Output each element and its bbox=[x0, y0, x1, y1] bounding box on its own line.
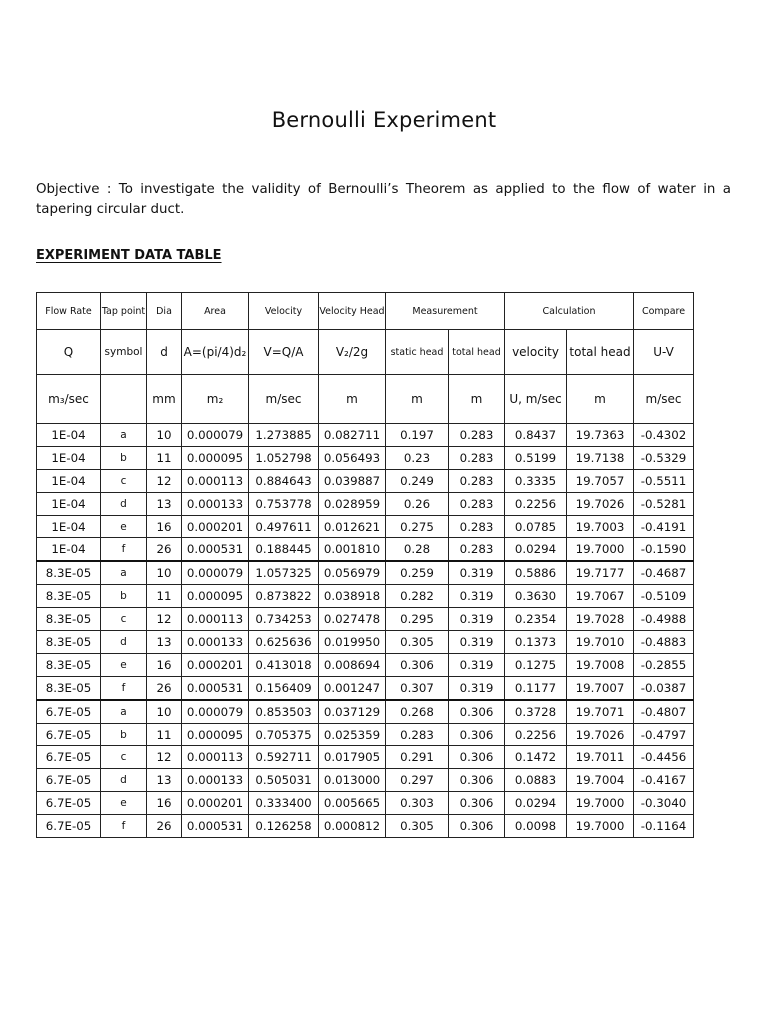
table-row bbox=[37, 446, 694, 469]
cell-tap-symbol: e bbox=[101, 653, 147, 676]
cell-area: 0.000079 bbox=[182, 424, 249, 447]
header-calc-velocity: velocity bbox=[505, 330, 567, 375]
cell-flow-rate: 1E-04 bbox=[37, 515, 101, 538]
cell-velocity: 0.497611 bbox=[249, 515, 319, 538]
cell-tap-symbol: a bbox=[101, 700, 147, 723]
cell-area: 0.000113 bbox=[182, 608, 249, 631]
cell-dia: 16 bbox=[147, 653, 182, 676]
cell-flow-rate: 6.7E-05 bbox=[37, 700, 101, 723]
table-row bbox=[37, 769, 694, 792]
cell-velocity: 0.873822 bbox=[249, 585, 319, 608]
header-flow-rate: Flow Rate bbox=[37, 293, 101, 330]
cell-velocity: 1.273885 bbox=[249, 424, 319, 447]
table-row bbox=[37, 723, 694, 746]
unit-total-head: m bbox=[449, 375, 505, 424]
cell-tap-symbol: b bbox=[101, 585, 147, 608]
header-tap-point: Tap point bbox=[101, 293, 147, 330]
header-compare: Compare bbox=[634, 293, 694, 330]
cell-velocity-head: 0.005665 bbox=[319, 792, 386, 815]
cell-static-head: 0.259 bbox=[386, 561, 449, 584]
cell-velocity-head: 0.056493 bbox=[319, 446, 386, 469]
cell-compare: -0.4807 bbox=[634, 700, 694, 723]
cell-static-head: 0.303 bbox=[386, 792, 449, 815]
cell-flow-rate: 6.7E-05 bbox=[37, 815, 101, 838]
table-row bbox=[37, 815, 694, 838]
cell-dia: 11 bbox=[147, 723, 182, 746]
cell-total-head: 0.319 bbox=[449, 608, 505, 631]
cell-static-head: 0.249 bbox=[386, 469, 449, 492]
cell-calc-velocity: 0.3335 bbox=[505, 469, 567, 492]
cell-static-head: 0.295 bbox=[386, 608, 449, 631]
cell-total-head: 0.283 bbox=[449, 469, 505, 492]
cell-static-head: 0.275 bbox=[386, 515, 449, 538]
header-static-head: static head bbox=[386, 330, 449, 375]
cell-total-head: 0.306 bbox=[449, 700, 505, 723]
cell-calc-velocity: 0.1373 bbox=[505, 631, 567, 654]
table-row bbox=[37, 515, 694, 538]
table-heading: EXPERIMENT DATA TABLE bbox=[36, 248, 222, 263]
unit-symbol bbox=[101, 375, 147, 424]
cell-dia: 13 bbox=[147, 492, 182, 515]
cell-calc-total-head: 19.7071 bbox=[567, 700, 634, 723]
cell-area: 0.000095 bbox=[182, 446, 249, 469]
header-row-titles bbox=[37, 293, 694, 330]
cell-area: 0.000133 bbox=[182, 631, 249, 654]
cell-tap-symbol: a bbox=[101, 424, 147, 447]
cell-compare: -0.5511 bbox=[634, 469, 694, 492]
cell-compare: -0.1590 bbox=[634, 538, 694, 561]
cell-calc-velocity: 0.0785 bbox=[505, 515, 567, 538]
cell-area: 0.000079 bbox=[182, 700, 249, 723]
cell-area: 0.000113 bbox=[182, 746, 249, 769]
cell-tap-symbol: c bbox=[101, 746, 147, 769]
cell-flow-rate: 1E-04 bbox=[37, 424, 101, 447]
cell-calc-total-head: 19.7000 bbox=[567, 815, 634, 838]
cell-compare: -0.4167 bbox=[634, 769, 694, 792]
cell-tap-symbol: d bbox=[101, 492, 147, 515]
cell-compare: -0.5329 bbox=[634, 446, 694, 469]
cell-calc-total-head: 19.7007 bbox=[567, 676, 634, 699]
cell-calc-total-head: 19.7000 bbox=[567, 792, 634, 815]
objective-text: Objective : To investigate the validity of Bernoulli’s Theorem as applied to the flow of water in a tapering circular duct. bbox=[36, 182, 731, 217]
cell-velocity: 0.126258 bbox=[249, 815, 319, 838]
cell-area: 0.000133 bbox=[182, 492, 249, 515]
cell-area: 0.000531 bbox=[182, 676, 249, 699]
cell-dia: 12 bbox=[147, 608, 182, 631]
cell-area: 0.000201 bbox=[182, 653, 249, 676]
cell-flow-rate: 6.7E-05 bbox=[37, 792, 101, 815]
cell-velocity-head: 0.056979 bbox=[319, 561, 386, 584]
cell-static-head: 0.28 bbox=[386, 538, 449, 561]
table-row bbox=[37, 676, 694, 699]
cell-static-head: 0.23 bbox=[386, 446, 449, 469]
cell-dia: 13 bbox=[147, 631, 182, 654]
cell-velocity: 0.853503 bbox=[249, 700, 319, 723]
cell-compare: -0.4191 bbox=[634, 515, 694, 538]
cell-area: 0.000095 bbox=[182, 723, 249, 746]
cell-flow-rate: 1E-04 bbox=[37, 469, 101, 492]
cell-dia: 10 bbox=[147, 561, 182, 584]
table-row bbox=[37, 492, 694, 515]
cell-dia: 10 bbox=[147, 424, 182, 447]
cell-area: 0.000095 bbox=[182, 585, 249, 608]
cell-calc-velocity: 0.2256 bbox=[505, 492, 567, 515]
cell-flow-rate: 8.3E-05 bbox=[37, 653, 101, 676]
cell-velocity-head: 0.013000 bbox=[319, 769, 386, 792]
cell-static-head: 0.307 bbox=[386, 676, 449, 699]
document-title: Bernoulli Experiment bbox=[271, 108, 497, 132]
cell-static-head: 0.282 bbox=[386, 585, 449, 608]
header-dia: Dia bbox=[147, 293, 182, 330]
cell-velocity: 0.705375 bbox=[249, 723, 319, 746]
cell-tap-symbol: e bbox=[101, 792, 147, 815]
unit-calc-velocity: U, m/sec bbox=[505, 375, 567, 424]
cell-velocity-head: 0.012621 bbox=[319, 515, 386, 538]
cell-dia: 26 bbox=[147, 815, 182, 838]
cell-dia: 12 bbox=[147, 746, 182, 769]
cell-area: 0.000531 bbox=[182, 815, 249, 838]
cell-calc-velocity: 0.1472 bbox=[505, 746, 567, 769]
header-area: Area bbox=[182, 293, 249, 330]
cell-velocity: 1.057325 bbox=[249, 561, 319, 584]
cell-flow-rate: 8.3E-05 bbox=[37, 585, 101, 608]
cell-static-head: 0.305 bbox=[386, 815, 449, 838]
cell-area: 0.000113 bbox=[182, 469, 249, 492]
cell-compare: -0.4883 bbox=[634, 631, 694, 654]
cell-total-head: 0.306 bbox=[449, 723, 505, 746]
unit-static-head: m bbox=[386, 375, 449, 424]
cell-flow-rate: 6.7E-05 bbox=[37, 769, 101, 792]
cell-compare: -0.4687 bbox=[634, 561, 694, 584]
cell-dia: 26 bbox=[147, 676, 182, 699]
table-row bbox=[37, 631, 694, 654]
cell-calc-velocity: 0.1275 bbox=[505, 653, 567, 676]
cell-static-head: 0.306 bbox=[386, 653, 449, 676]
cell-velocity-head: 0.019950 bbox=[319, 631, 386, 654]
cell-dia: 10 bbox=[147, 700, 182, 723]
cell-total-head: 0.283 bbox=[449, 538, 505, 561]
cell-velocity-head: 0.001810 bbox=[319, 538, 386, 561]
cell-calc-total-head: 19.7010 bbox=[567, 631, 634, 654]
cell-dia: 13 bbox=[147, 769, 182, 792]
cell-velocity: 0.884643 bbox=[249, 469, 319, 492]
cell-compare: -0.4456 bbox=[634, 746, 694, 769]
cell-area: 0.000133 bbox=[182, 769, 249, 792]
cell-static-head: 0.291 bbox=[386, 746, 449, 769]
cell-tap-symbol: c bbox=[101, 608, 147, 631]
cell-calc-velocity: 0.1177 bbox=[505, 676, 567, 699]
cell-static-head: 0.305 bbox=[386, 631, 449, 654]
cell-dia: 16 bbox=[147, 515, 182, 538]
experiment-data-table bbox=[36, 292, 694, 838]
cell-velocity-head: 0.082711 bbox=[319, 424, 386, 447]
cell-velocity: 0.188445 bbox=[249, 538, 319, 561]
cell-total-head: 0.283 bbox=[449, 492, 505, 515]
cell-static-head: 0.197 bbox=[386, 424, 449, 447]
header-calc-total-head: total head bbox=[567, 330, 634, 375]
cell-calc-total-head: 19.7138 bbox=[567, 446, 634, 469]
cell-compare: -0.3040 bbox=[634, 792, 694, 815]
cell-calc-total-head: 19.7067 bbox=[567, 585, 634, 608]
table-row bbox=[37, 700, 694, 723]
table-row bbox=[37, 538, 694, 561]
cell-total-head: 0.319 bbox=[449, 561, 505, 584]
unit-velocity: m/sec bbox=[249, 375, 319, 424]
table-row bbox=[37, 424, 694, 447]
cell-calc-velocity: 0.2256 bbox=[505, 723, 567, 746]
header-q: Q bbox=[37, 330, 101, 375]
cell-tap-symbol: d bbox=[101, 631, 147, 654]
cell-calc-velocity: 0.0883 bbox=[505, 769, 567, 792]
cell-calc-total-head: 19.7011 bbox=[567, 746, 634, 769]
cell-tap-symbol: a bbox=[101, 561, 147, 584]
cell-total-head: 0.319 bbox=[449, 585, 505, 608]
cell-velocity: 0.156409 bbox=[249, 676, 319, 699]
cell-velocity-head: 0.039887 bbox=[319, 469, 386, 492]
cell-flow-rate: 1E-04 bbox=[37, 538, 101, 561]
cell-velocity-head: 0.025359 bbox=[319, 723, 386, 746]
header-measurement: Measurement bbox=[386, 293, 505, 330]
cell-tap-symbol: f bbox=[101, 815, 147, 838]
cell-total-head: 0.306 bbox=[449, 746, 505, 769]
header-calculation: Calculation bbox=[505, 293, 634, 330]
cell-total-head: 0.283 bbox=[449, 424, 505, 447]
cell-velocity-head: 0.008694 bbox=[319, 653, 386, 676]
cell-static-head: 0.283 bbox=[386, 723, 449, 746]
cell-calc-total-head: 19.7363 bbox=[567, 424, 634, 447]
cell-static-head: 0.268 bbox=[386, 700, 449, 723]
cell-compare: -0.1164 bbox=[634, 815, 694, 838]
cell-velocity-head: 0.000812 bbox=[319, 815, 386, 838]
cell-flow-rate: 6.7E-05 bbox=[37, 746, 101, 769]
cell-total-head: 0.319 bbox=[449, 631, 505, 654]
cell-calc-total-head: 19.7008 bbox=[567, 653, 634, 676]
cell-tap-symbol: f bbox=[101, 538, 147, 561]
table-row bbox=[37, 653, 694, 676]
cell-calc-velocity: 0.5886 bbox=[505, 561, 567, 584]
cell-flow-rate: 8.3E-05 bbox=[37, 631, 101, 654]
cell-flow-rate: 8.3E-05 bbox=[37, 676, 101, 699]
cell-dia: 26 bbox=[147, 538, 182, 561]
cell-velocity: 0.333400 bbox=[249, 792, 319, 815]
cell-total-head: 0.283 bbox=[449, 515, 505, 538]
cell-tap-symbol: e bbox=[101, 515, 147, 538]
cell-compare: -0.4302 bbox=[634, 424, 694, 447]
cell-calc-velocity: 0.3630 bbox=[505, 585, 567, 608]
table-body bbox=[37, 424, 694, 838]
cell-velocity: 1.052798 bbox=[249, 446, 319, 469]
unit-flow-rate: m₃/sec bbox=[37, 375, 101, 424]
cell-calc-total-head: 19.7057 bbox=[567, 469, 634, 492]
cell-calc-total-head: 19.7026 bbox=[567, 492, 634, 515]
cell-velocity: 0.413018 bbox=[249, 653, 319, 676]
table-row bbox=[37, 561, 694, 584]
header-compare-formula: U-V bbox=[634, 330, 694, 375]
table-row bbox=[37, 746, 694, 769]
cell-flow-rate: 8.3E-05 bbox=[37, 608, 101, 631]
unit-velocity-head: m bbox=[319, 375, 386, 424]
cell-flow-rate: 1E-04 bbox=[37, 492, 101, 515]
cell-tap-symbol: c bbox=[101, 469, 147, 492]
cell-total-head: 0.306 bbox=[449, 792, 505, 815]
header-velocity-formula: V=Q/A bbox=[249, 330, 319, 375]
table-row bbox=[37, 585, 694, 608]
cell-dia: 16 bbox=[147, 792, 182, 815]
cell-calc-velocity: 0.8437 bbox=[505, 424, 567, 447]
header-row-symbols bbox=[37, 330, 694, 375]
cell-flow-rate: 8.3E-05 bbox=[37, 561, 101, 584]
header-d: d bbox=[147, 330, 182, 375]
cell-compare: -0.4797 bbox=[634, 723, 694, 746]
table-row bbox=[37, 469, 694, 492]
cell-compare: -0.2855 bbox=[634, 653, 694, 676]
cell-velocity: 0.592711 bbox=[249, 746, 319, 769]
table-row bbox=[37, 608, 694, 631]
cell-velocity-head: 0.038918 bbox=[319, 585, 386, 608]
cell-velocity: 0.734253 bbox=[249, 608, 319, 631]
cell-calc-total-head: 19.7000 bbox=[567, 538, 634, 561]
cell-area: 0.000531 bbox=[182, 538, 249, 561]
header-head-formula: V₂/2g bbox=[319, 330, 386, 375]
unit-compare: m/sec bbox=[634, 375, 694, 424]
cell-area: 0.000201 bbox=[182, 792, 249, 815]
cell-tap-symbol: b bbox=[101, 723, 147, 746]
cell-compare: -0.5109 bbox=[634, 585, 694, 608]
cell-total-head: 0.319 bbox=[449, 653, 505, 676]
cell-calc-total-head: 19.7026 bbox=[567, 723, 634, 746]
cell-static-head: 0.297 bbox=[386, 769, 449, 792]
cell-velocity-head: 0.017905 bbox=[319, 746, 386, 769]
cell-velocity-head: 0.001247 bbox=[319, 676, 386, 699]
cell-tap-symbol: b bbox=[101, 446, 147, 469]
unit-dia: mm bbox=[147, 375, 182, 424]
cell-velocity-head: 0.027478 bbox=[319, 608, 386, 631]
cell-velocity: 0.753778 bbox=[249, 492, 319, 515]
cell-compare: -0.4988 bbox=[634, 608, 694, 631]
cell-dia: 11 bbox=[147, 585, 182, 608]
unit-area: m₂ bbox=[182, 375, 249, 424]
cell-flow-rate: 6.7E-05 bbox=[37, 723, 101, 746]
cell-area: 0.000201 bbox=[182, 515, 249, 538]
cell-calc-velocity: 0.2354 bbox=[505, 608, 567, 631]
cell-calc-velocity: 0.5199 bbox=[505, 446, 567, 469]
cell-total-head: 0.306 bbox=[449, 815, 505, 838]
header-area-formula: A=(pi/4)d₂ bbox=[182, 330, 249, 375]
cell-calc-velocity: 0.0098 bbox=[505, 815, 567, 838]
header-velocity: Velocity bbox=[249, 293, 319, 330]
cell-flow-rate: 1E-04 bbox=[37, 446, 101, 469]
cell-velocity: 0.625636 bbox=[249, 631, 319, 654]
cell-tap-symbol: f bbox=[101, 676, 147, 699]
cell-calc-velocity: 0.3728 bbox=[505, 700, 567, 723]
cell-dia: 12 bbox=[147, 469, 182, 492]
table-row bbox=[37, 792, 694, 815]
cell-calc-total-head: 19.7028 bbox=[567, 608, 634, 631]
cell-velocity: 0.505031 bbox=[249, 769, 319, 792]
header-symbol: symbol bbox=[101, 330, 147, 375]
cell-total-head: 0.283 bbox=[449, 446, 505, 469]
cell-velocity-head: 0.028959 bbox=[319, 492, 386, 515]
cell-total-head: 0.306 bbox=[449, 769, 505, 792]
cell-calc-total-head: 19.7177 bbox=[567, 561, 634, 584]
cell-compare: -0.0387 bbox=[634, 676, 694, 699]
cell-velocity-head: 0.037129 bbox=[319, 700, 386, 723]
unit-calc-total-head: m bbox=[567, 375, 634, 424]
cell-calc-total-head: 19.7003 bbox=[567, 515, 634, 538]
cell-dia: 11 bbox=[147, 446, 182, 469]
cell-calc-total-head: 19.7004 bbox=[567, 769, 634, 792]
cell-tap-symbol: d bbox=[101, 769, 147, 792]
header-velocity-head: Velocity Head bbox=[319, 293, 386, 330]
cell-calc-velocity: 0.0294 bbox=[505, 538, 567, 561]
cell-static-head: 0.26 bbox=[386, 492, 449, 515]
header-total-head: total head bbox=[449, 330, 505, 375]
cell-calc-velocity: 0.0294 bbox=[505, 792, 567, 815]
cell-area: 0.000079 bbox=[182, 561, 249, 584]
cell-compare: -0.5281 bbox=[634, 492, 694, 515]
cell-total-head: 0.319 bbox=[449, 676, 505, 699]
header-row-units bbox=[37, 375, 694, 424]
